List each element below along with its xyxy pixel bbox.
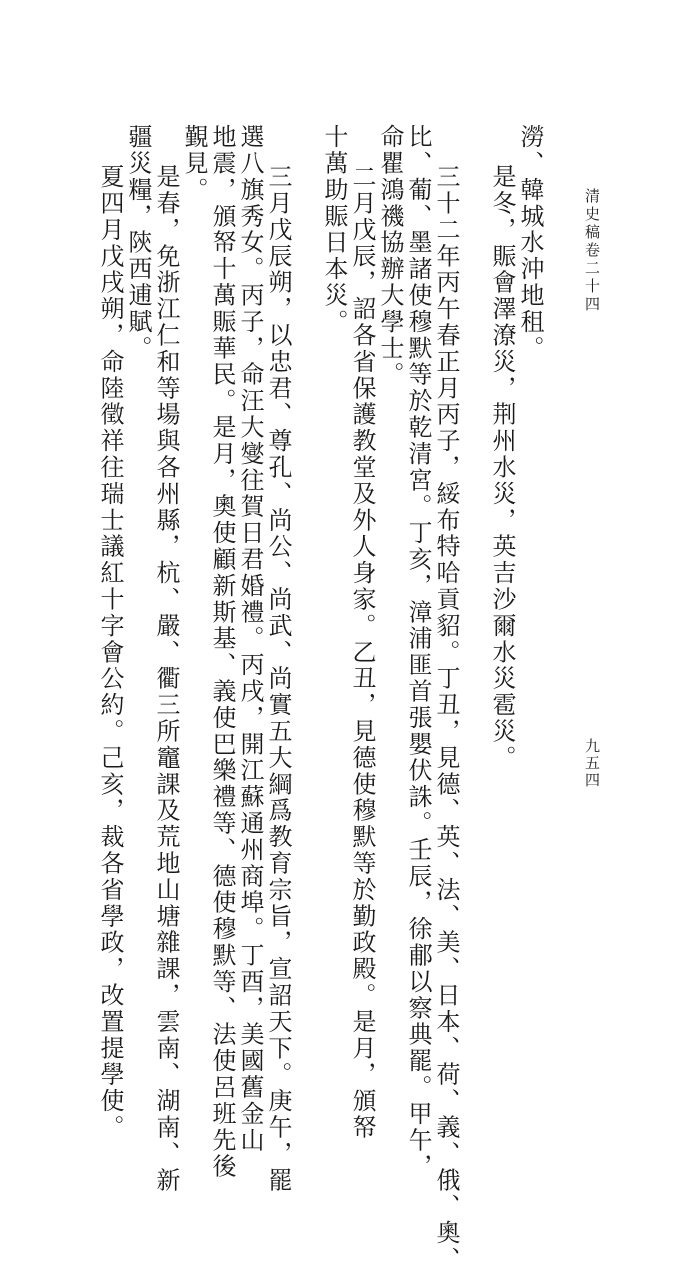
text-column: 夏四月戊戌朔，命陸徵祥往瑞士議紅十字會公約。己亥，裁各省學政，改置提學使。 (96, 164, 124, 1141)
page-number: 九五四 (583, 738, 601, 789)
running-title: 清史稿卷二十四 (583, 188, 601, 314)
text-column: 比、葡、墨諸使穆默等於乾清宮。丁亥，漳浦匪首張嬰伏誅。壬辰，徐郙以察典罷。甲午， (404, 124, 432, 1180)
text-column: 是春，免浙江仁和等場與各州縣，杭、嚴、衢三所竈課及荒地山塘雜課，雲南、湖南、新 (152, 164, 180, 1194)
text-column: 三月戊辰朔，以忠君、尊孔、尚公、尚武、尚實五大綱爲教育宗旨，宣詔天下。庚午，罷 (264, 164, 292, 1194)
text-column: 十萬助賑日本災。 (320, 124, 348, 336)
text-column: 選八旗秀女。丙子，命汪大燮往賀日君婚禮。丙戌，開江蘇通州商埠。丁酉，美國舊金山 (236, 124, 264, 1154)
text-column: 地震，頒帑十萬賑華民。是月，奧使顧新斯基、義使巴樂禮等、德使穆默等、法使呂班先後 (208, 124, 236, 1180)
text-column: 二月戊辰，詔各省保護教堂及外人身家。乙丑，見德使穆默等於勤政殿。是月，頒帑 (348, 164, 376, 1141)
text-column: 澇、韓城水沖地租。 (516, 124, 544, 362)
text-column: 命瞿鴻禨協辦大學士。 (376, 124, 404, 388)
text-column: 是冬，賑會澤潦災，荆州水災，英吉沙爾水災雹災。 (488, 164, 516, 772)
text-column: 疆災糧，陝西逋賦。 (124, 124, 152, 362)
text-column: 覲見。 (180, 124, 208, 204)
text-column: 三十二年丙午春正月丙子，綏布特哈貢貂。丁丑，見德、英、法、美、日本、荷、義、俄、奧、 (432, 164, 460, 1273)
